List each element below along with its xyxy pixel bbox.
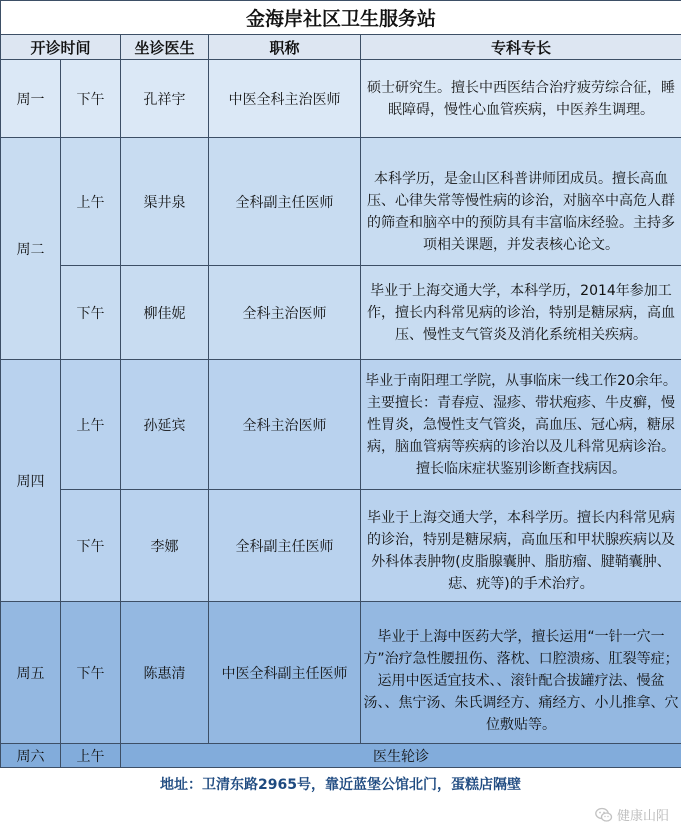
day-cell: 周四 (1, 360, 61, 602)
rotation-note-cell: 医生轮诊 (121, 744, 681, 768)
header-position: 职称 (209, 35, 361, 60)
specialty-cell: 毕业于上海交通大学，本科学历，2014年参加工作，擅长内科常见病的诊治，特别是糖尿病，高血压、慢性支气管炎及消化系统相关疾病。 (361, 266, 681, 360)
header-doctor: 坐诊医生 (121, 35, 209, 60)
header-specialty: 专科专长 (361, 35, 681, 60)
specialty-cell: 毕业于上海中医药大学，擅长运用“一针一穴一方”治疗急性腰扭伤、落枕、口腔溃疡、肛裂等症；运用中医适宜技术、、滚针配合拔罐疗法、慢盆汤、、焦宁汤、朱氏调经方、痛经方、小儿推拿、穴位敷贴等。 (361, 602, 681, 744)
doctor-cell: 柳佳妮 (121, 266, 209, 360)
watermark-text: 健康山阳 (616, 809, 669, 824)
day-cell: 周二 (1, 138, 61, 360)
position-cell: 中医全科副主任医师 (209, 602, 361, 744)
position-cell: 全科主治医师 (209, 266, 361, 360)
doctor-cell: 李娜 (121, 490, 209, 602)
specialty-cell: 硕士研究生。擅长中西医结合治疗疲劳综合征，睡眠障碍，慢性心血管疾病，中医养生调理。 (361, 60, 681, 138)
day-cell: 周六 (1, 744, 61, 768)
footer (0, 770, 681, 832)
position-cell: 全科主治医师 (209, 360, 361, 490)
doctor-cell: 孔祥宇 (121, 60, 209, 138)
period-cell: 下午 (61, 266, 121, 360)
period-cell: 上午 (61, 360, 121, 490)
table-row (1, 490, 681, 602)
table-row (1, 602, 681, 744)
specialty-cell: 毕业于上海交通大学，本科学历。擅长内科常见病的诊治，特别是糖尿病，高血压和甲状腺疾病以及外科体表肿物(皮脂腺囊肿、脂肪瘤、腱鞘囊肿、痣、疣等)的手术治疗。 (361, 490, 681, 602)
header-time: 开诊时间 (1, 35, 121, 60)
table-row (1, 744, 681, 768)
table-row (1, 360, 681, 490)
position-cell: 中医全科主治医师 (209, 60, 361, 138)
period-cell: 上午 (61, 138, 121, 266)
period-cell: 下午 (61, 602, 121, 744)
table-row (1, 60, 681, 138)
period-cell: 下午 (61, 490, 121, 602)
page-title: 金海岸社区卫生服务站 (1, 1, 681, 35)
position-cell: 全科副主任医师 (209, 138, 361, 266)
period-cell: 上午 (61, 744, 121, 768)
wechat-icon (595, 807, 613, 823)
day-cell: 周一 (1, 60, 61, 138)
doctor-cell: 孙延宾 (121, 360, 209, 490)
position-cell: 全科副主任医师 (209, 490, 361, 602)
watermark (595, 805, 669, 824)
period-cell: 下午 (61, 60, 121, 138)
day-cell: 周五 (1, 602, 61, 744)
table-row (1, 266, 681, 360)
table-row (1, 138, 681, 266)
specialty-cell: 本科学历，是金山区科普讲师团成员。擅长高血压、心律失常等慢性病的诊治，对脑卒中高危人群的筛查和脑卒中的预防具有丰富临床经验。主持多项相关课题，并发表核心论文。 (361, 138, 681, 266)
doctor-cell: 陈惠清 (121, 602, 209, 744)
doctor-cell: 渠井泉 (121, 138, 209, 266)
address-text: 地址：卫清东路2965号，靠近蓝堡公馆北门，蛋糕店隔壁 (160, 777, 521, 793)
specialty-cell: 毕业于南阳理工学院，从事临床一线工作20余年。主要擅长：青春痘、湿疹、带状疱疹、牛皮癣，慢性胃炎，急慢性支气管炎，高血压、冠心病，糖尿病，脑血管病等疾病的诊治以及儿科常见病诊治。擅长临床症状鉴别诊断查找病因。 (361, 360, 681, 490)
